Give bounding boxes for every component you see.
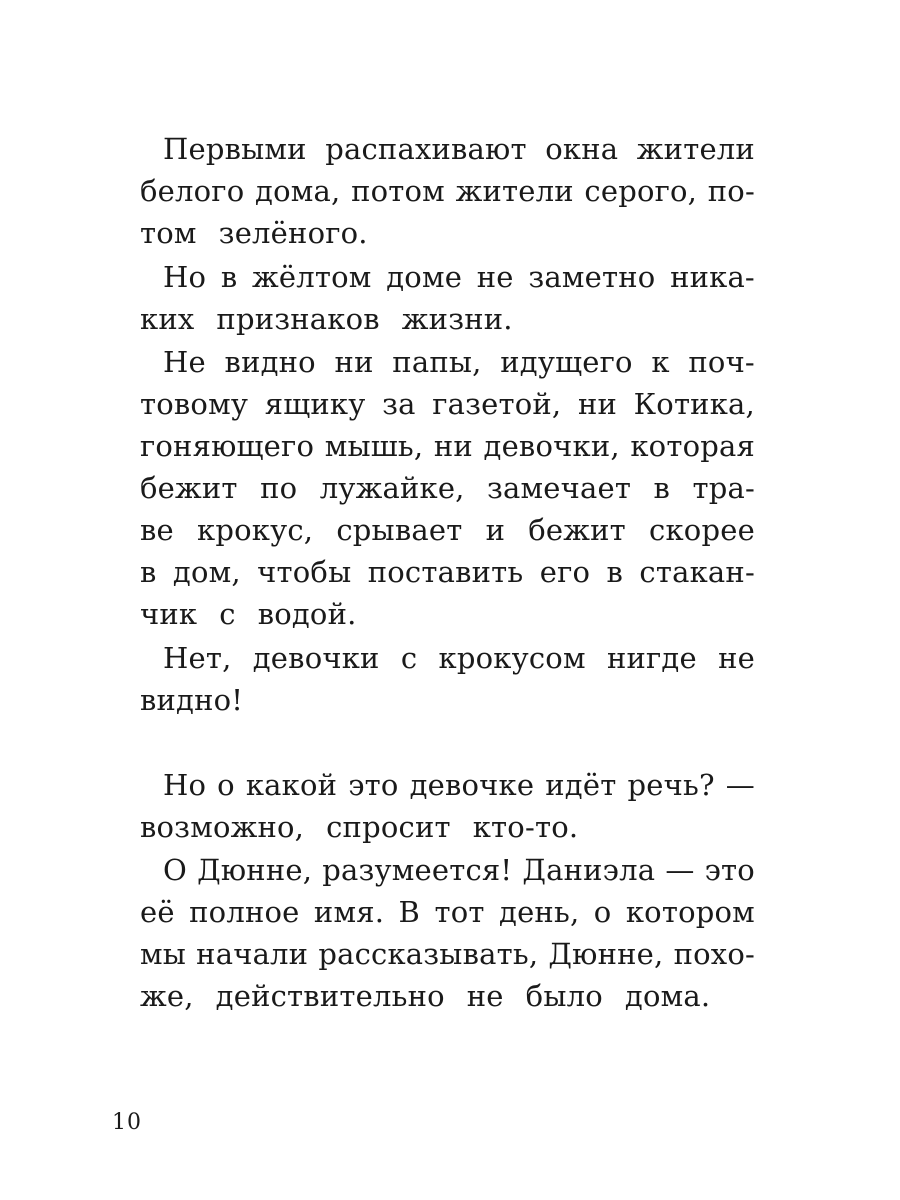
text-line: гоняющего мышь, ни девочки, которая xyxy=(140,429,755,463)
text-line: том зелёного. xyxy=(140,216,368,250)
text-line: ве крокус, срывает и бежит скорее xyxy=(140,513,755,547)
page-number: 10 xyxy=(112,1110,142,1135)
text-line: ких признаков жизни. xyxy=(140,302,513,336)
text-line: в дом, чтобы поставить его в стакан- xyxy=(140,555,755,589)
text-line: Но о какой это девочке идёт речь? — xyxy=(163,768,755,802)
text-line: бежит по лужайке, замечает в тра- xyxy=(140,471,755,505)
text-line: О Дюнне, разумеется! Даниэла — это xyxy=(163,853,755,887)
text-line: Нет, девочки с крокусом нигде не xyxy=(163,641,755,675)
text-line: товому ящику за газетой, ни Котика, xyxy=(140,387,755,421)
text-line: Но в жёлтом доме не заметно ника- xyxy=(163,260,755,294)
text-line: Не видно ни папы, идущего к поч- xyxy=(163,345,755,379)
text-line: возможно, спросит кто-то. xyxy=(140,810,579,844)
text-line: видно! xyxy=(140,683,244,717)
text-line: Первыми распахивают окна жители xyxy=(163,132,755,166)
text-line: же, действительно не было дома. xyxy=(140,979,711,1013)
text-line: чик с водой. xyxy=(140,597,357,631)
text-line: мы начали рассказывать, Дюнне, похо- xyxy=(140,937,755,971)
text-line: её полное имя. В тот день, о котором xyxy=(140,895,755,929)
text-line: белого дома, потом жители серого, по- xyxy=(140,174,755,208)
